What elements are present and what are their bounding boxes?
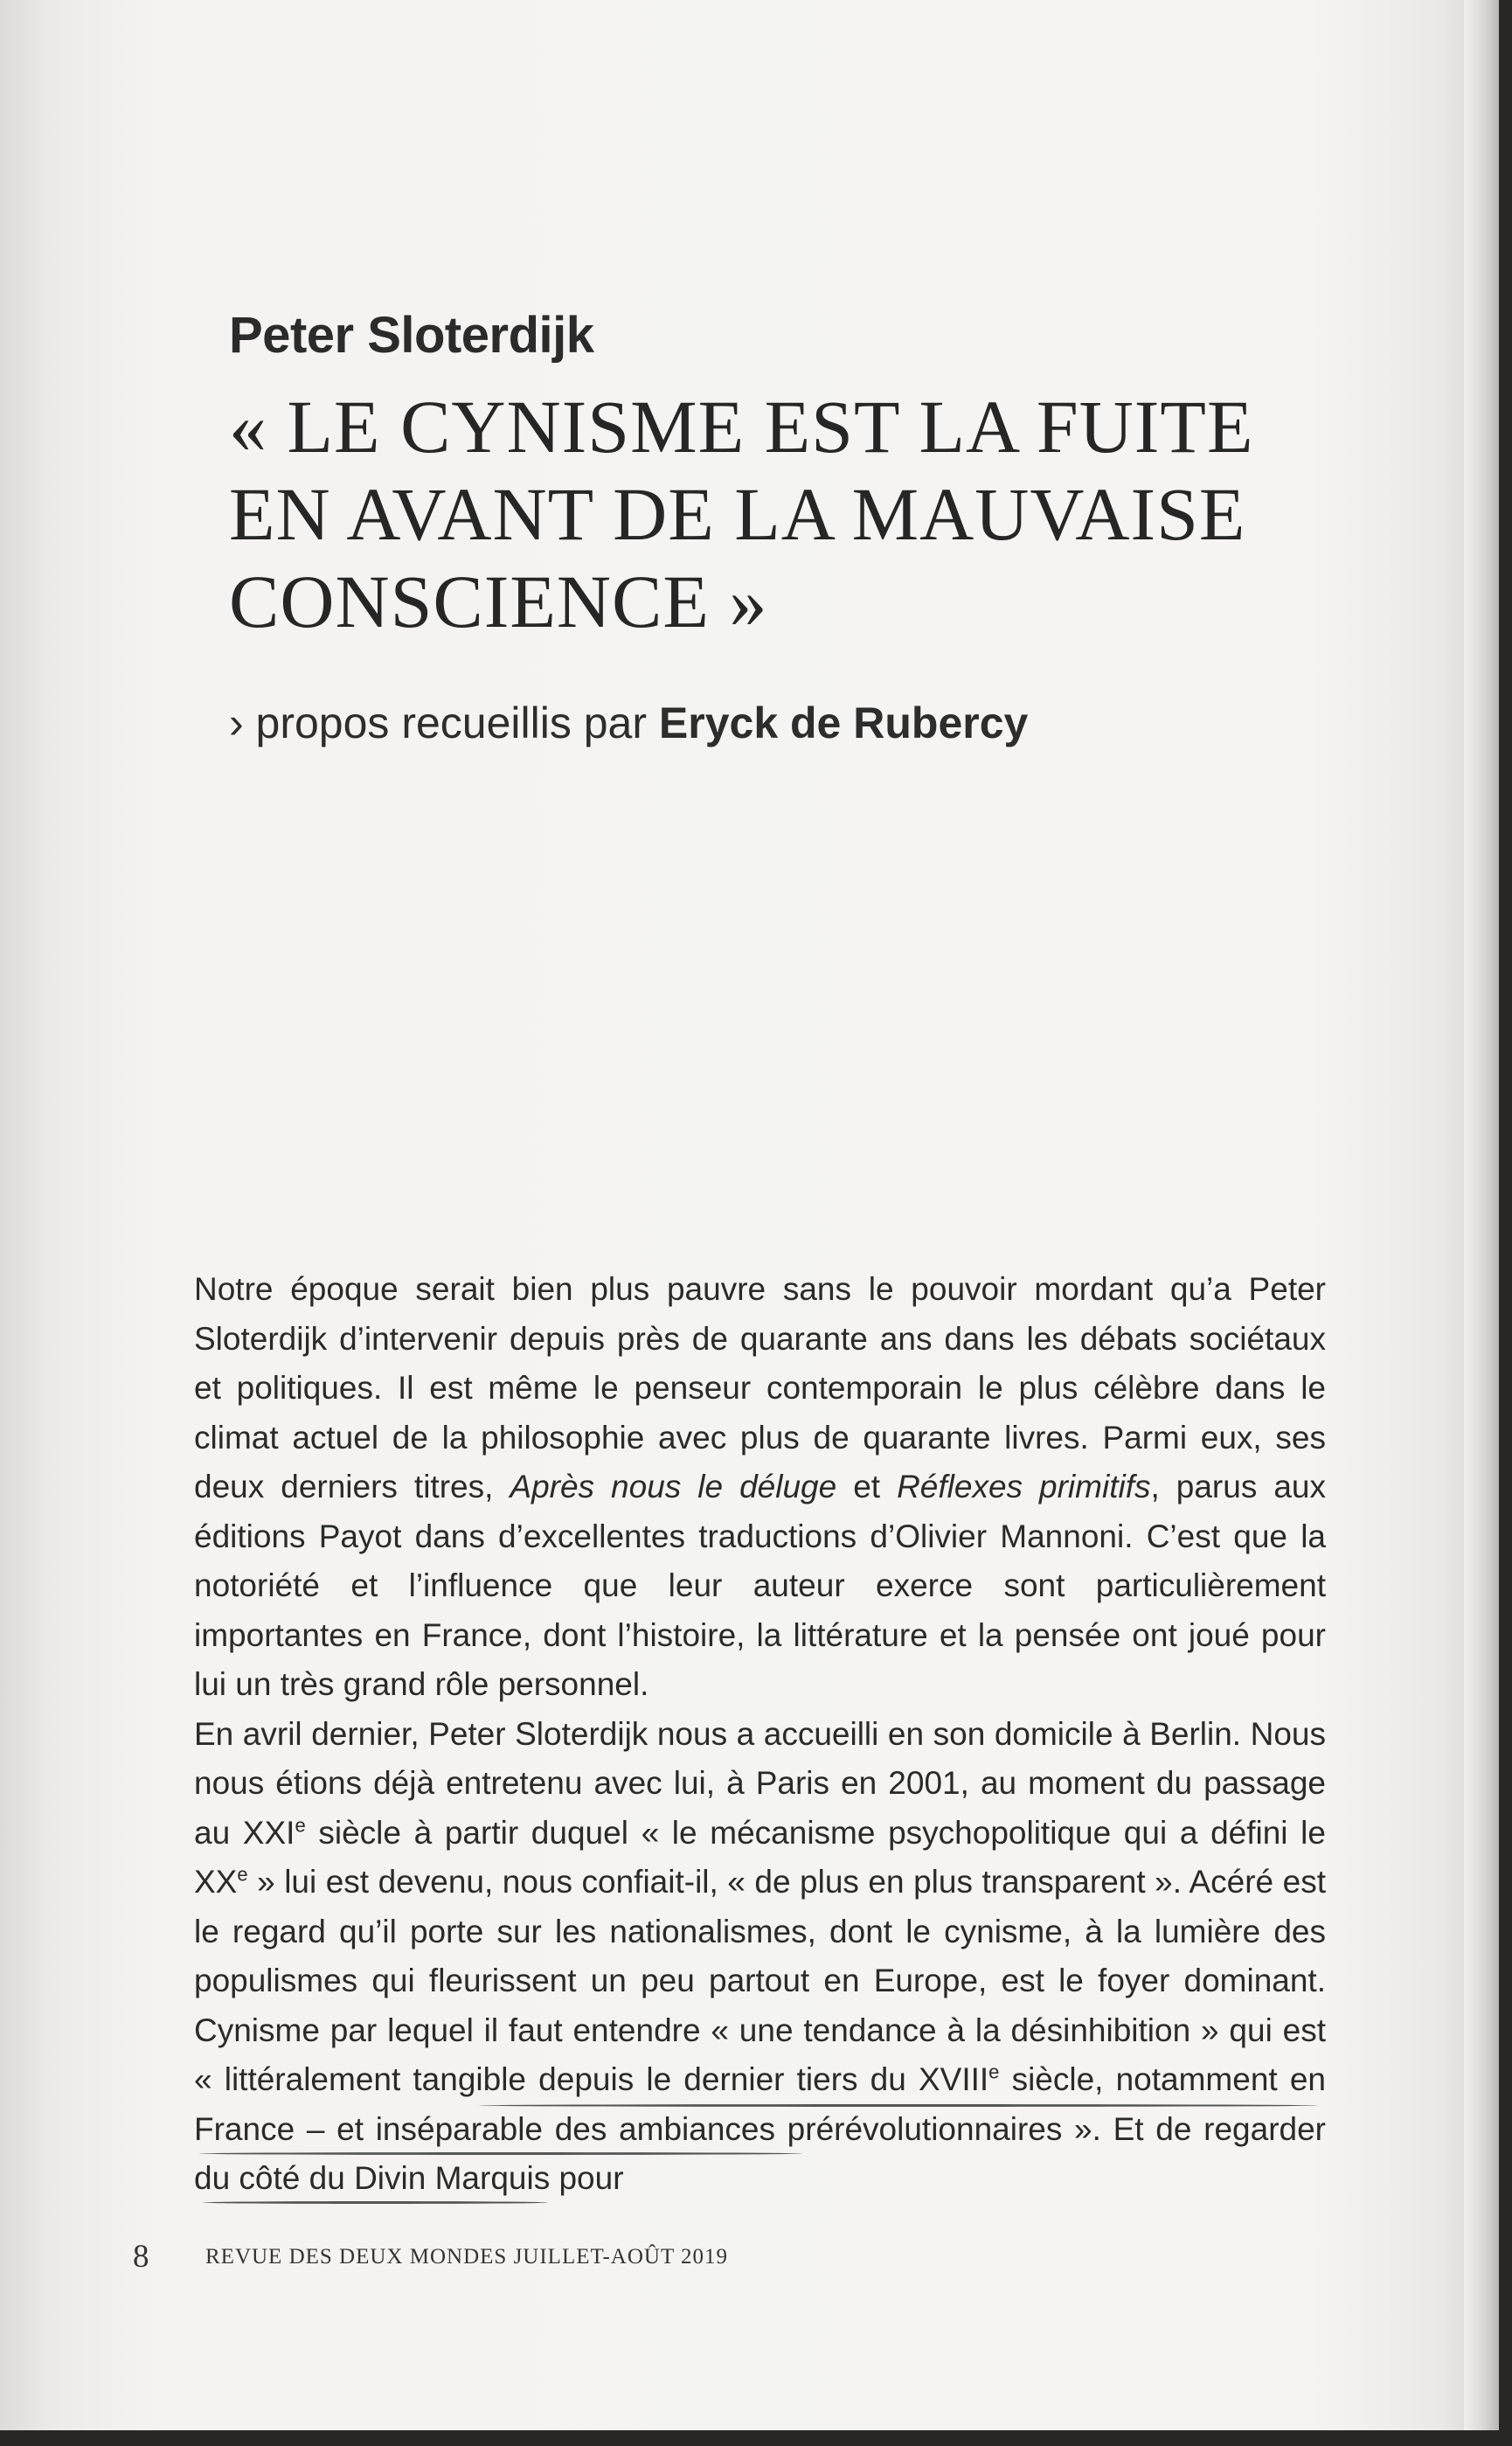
book-title: Après nous le déluge [510,1469,837,1504]
author-name: Peter Sloterdijk [229,307,594,364]
article-title [229,383,1365,645]
paragraph [194,1265,1326,1710]
superscript: e [295,1814,306,1837]
book-title: Réflexes primitifs [897,1469,1151,1504]
article-body [194,1265,1326,2204]
paragraph-text: , parus aux éditions Payot dans d’excellentes traductions d’Olivier Mannoni. C’est que la notoriété et l’influence que leur auteur exerce sont particulièrement importantes en France, dont l’histoire, la littérature et la pensée ont joué pour lui un très grand rôle personnel. [194,1469,1326,1702]
page-number: 8 [133,2239,149,2275]
journal-name: REVUE DES DEUX MONDES [205,2245,508,2269]
paragraph-text: Notre époque serait bien plus pauvre sans le pouvoir mordant qu’a Peter Sloterdijk d’intervenir depuis près de quarante ans dans les débats sociétaux et politiques. Il est même le penseur contemporain le plus célèbre dans le climat actuel de la philosophie avec plus de quarante livres. Parmi eux, ses deux derniers titres, [194,1271,1326,1504]
paragraph-text: En avril dernier, Peter Sloterdijk nous a accueilli en son domicile à Berlin. Nous nous étions déjà entretenu avec lui, à Paris en 2001, au moment du passage au XXI [194,1715,1326,1851]
paragraph-text: siècle à partir duquel « le mécanisme psychopolitique qui a défini le XX [194,1814,1326,1900]
page-edge [1464,0,1499,2430]
byline-name: Eryck de Rubercy [658,698,1029,747]
paragraph [194,1710,1326,2204]
title-line: « LE CYNISME EST LA FUITE [229,385,1254,469]
superscript: e [237,1863,248,1886]
pen-underline [479,2104,1318,2107]
byline-prefix: › propos recueillis par [229,698,647,747]
issue-date: JUILLET-AOÛT 2019 [513,2245,729,2269]
title-line: CONSCIENCE » [229,559,768,643]
pen-underline [199,2152,802,2155]
pen-underline [203,2201,548,2204]
scan-background [0,2430,1512,2446]
paragraph-text: et [836,1469,898,1504]
paragraph-text: » lui est devenu, nous confiait-il, « de plus en plus transparent ». Acéré est le regard qu’il porte sur les nationalismes, dont le cynisme, à la lumière des populismes qui fleurissent un peu partout en Europe, est le foyer dominant. Cynisme par lequel il faut entendre « une tendance à la désinhibition » qui est « littéralement tangible depuis le dernier tiers du XVIII [194,1864,1326,2097]
running-footer [205,2245,728,2269]
byline [229,698,1028,748]
superscript: e [988,2060,1000,2083]
paragraph-text: siècle, notamment en France – et inséparable des ambiances prérévolutionnaires ». Et de regarder du côté du Divin Marquis pour [194,2061,1326,2196]
title-line: EN AVANT DE LA MAUVAISE [229,472,1246,556]
